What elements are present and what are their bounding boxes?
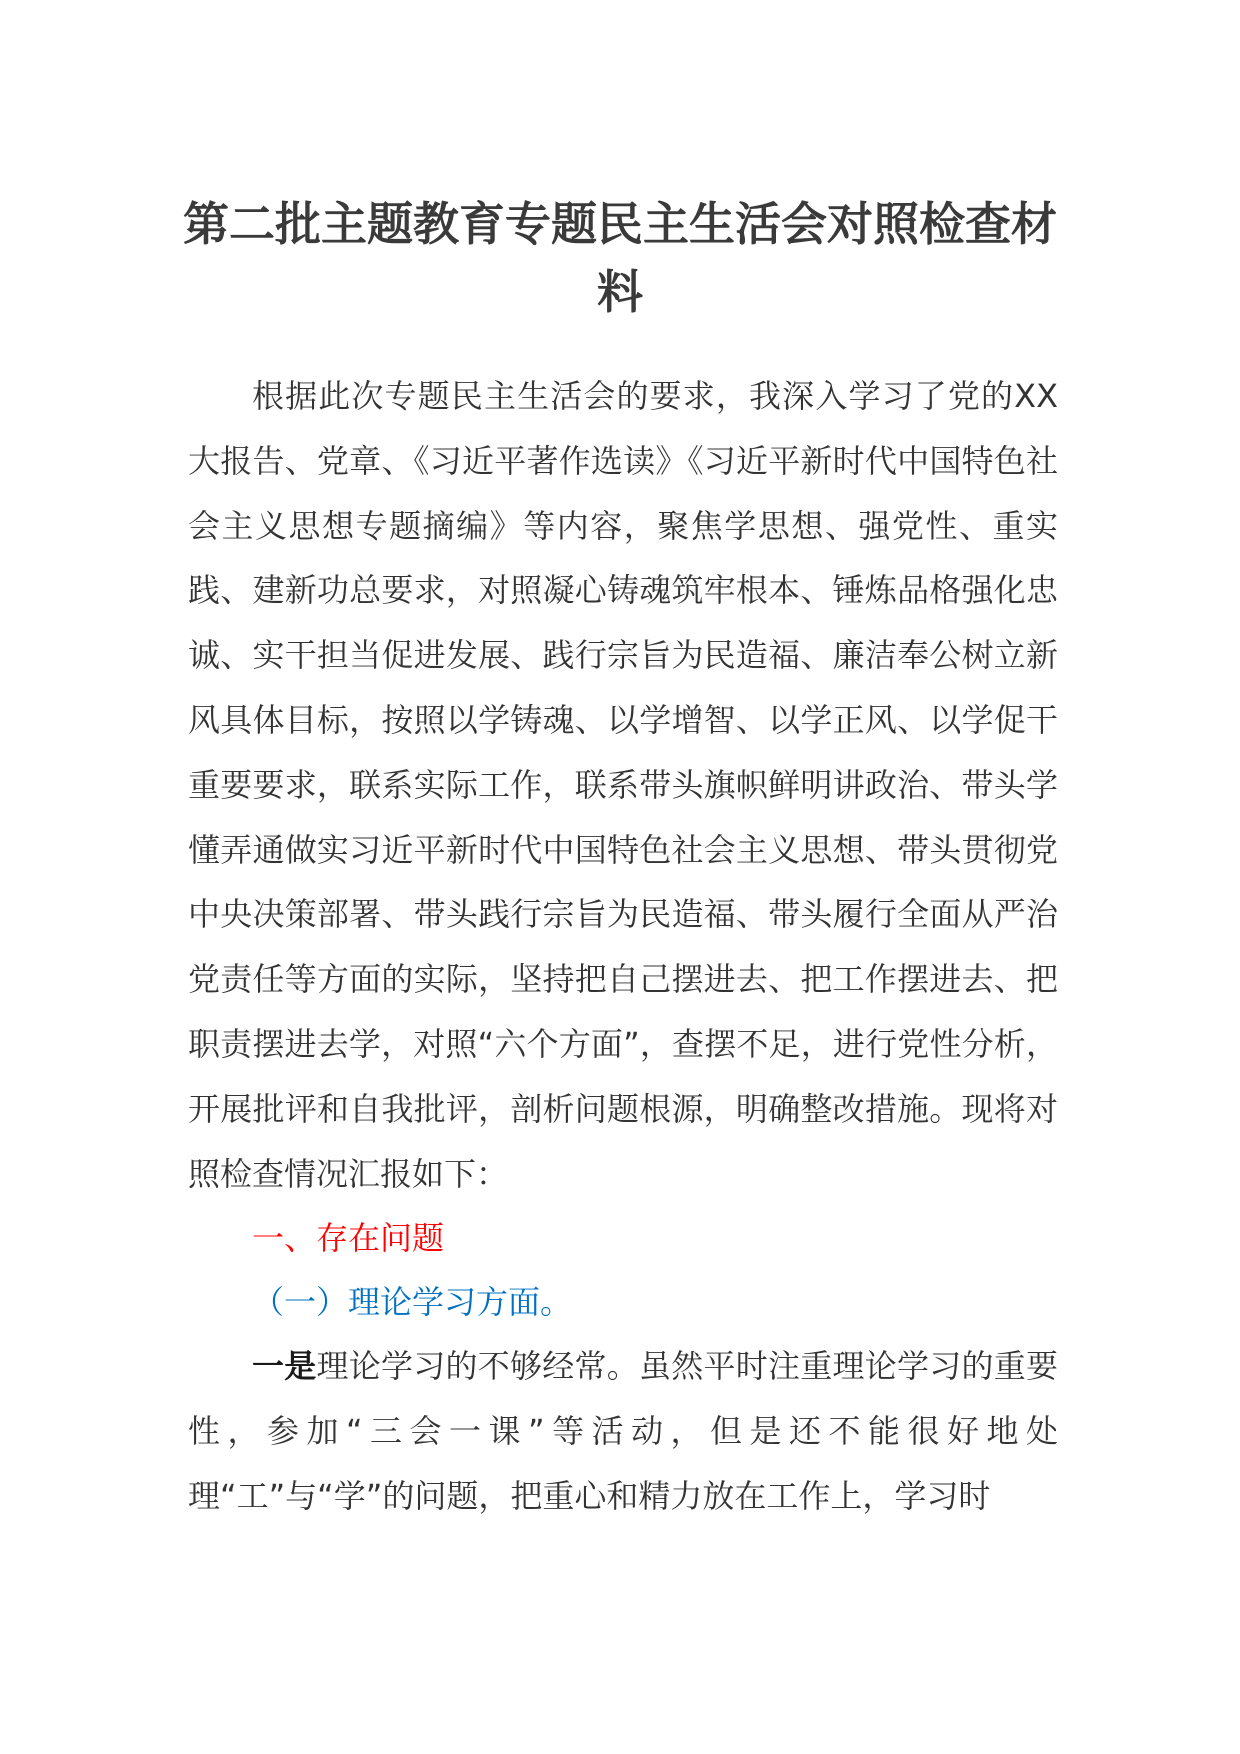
intro-paragraph: 根据此次专题民主生活会的要求，我深入学习了党的XX大报告、党章、《习近平著作选读》《习近平新时代中国特色社会主义思想专题摘编》等内容，聚焦学思想、强党性、重实践、建新功总要求，对照凝心铸魂筑牢根本、锤炼品格强化忠诚、实干担当促进发展、践行宗旨为民造福、廉洁奉公树立新风具体目标，按照以学铸魂、以学增智、以学正风、以学促干重要要求，联系实际工作，联系带头旗帜鲜明讲政治、带头学懂弄通做实习近平新时代中国特色社会主义思想、带头贯彻党中央决策部署、带头践行宗旨为民造福、带头履行全面从严治党责任等方面的实际，坚持把自己摆进去、把工作摆进去、把职责摆进去学，对照“六个方面”，查摆不足，进行党性分析，开展批评和自我批评，剖析问题根源，明确整改措施。现将对照检查情况汇报如下： <box>188 377 1058 1193</box>
document-title: 第二批主题教育专题民主生活会对照检查材料 <box>183 197 1057 319</box>
document-body <box>188 364 1058 1529</box>
point-paragraph <box>188 1334 1058 1528</box>
section-heading: 一、存在问题 <box>252 1219 445 1258</box>
subsection-heading: （一）理论学习方面。 <box>252 1283 573 1322</box>
point-text: 理论学习的不够经常。虽然平时注重理论学习的重要性，参加“三会一课”等活动，但是还不能很好地处理“工”与“学”的问题，把重心和精力放在工作上，学习时 <box>188 1347 1058 1515</box>
point-lead: 一是 <box>252 1347 317 1386</box>
